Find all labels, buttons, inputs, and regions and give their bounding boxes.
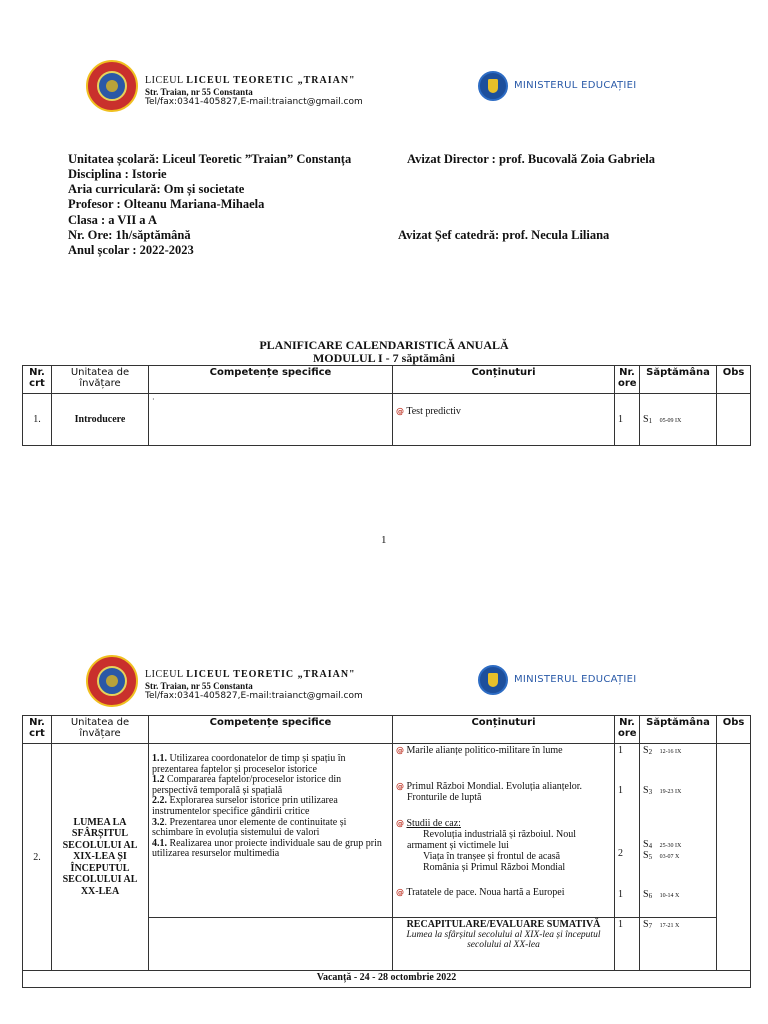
content-item: Fronturile de luptă bbox=[407, 792, 482, 803]
week-value: S6 10-14 X bbox=[643, 889, 680, 900]
row-contents bbox=[393, 744, 615, 918]
hours-value: 1 bbox=[618, 745, 623, 756]
info-area: Aria curriculară: Om și societate bbox=[68, 182, 245, 196]
ministry-name: MINISTERUL EDUCAȚIEI bbox=[514, 674, 637, 685]
row-hours: 1 bbox=[615, 394, 640, 446]
content-item: @ Studii de caz: bbox=[396, 818, 461, 829]
hours-value: 2 bbox=[618, 848, 623, 859]
competence-item: 3.2. Prezentarea unor elemente de continuitate și schimbare în evoluția sistemului de valori bbox=[152, 816, 347, 839]
bullet-at-icon: @ bbox=[396, 782, 404, 791]
row-number: 2. bbox=[23, 744, 52, 971]
col-nr-header: Nr. crt bbox=[23, 366, 52, 394]
review-subtitle: Lumea la sfârșitul secolului al XIX-lea și începutul secolului al XX-lea bbox=[406, 930, 601, 950]
competence-item: 4.1. Realizarea unor proiecte individuale sau de grup prin utilizarea resurselor multimedia bbox=[152, 837, 382, 860]
col-hours-header: Nr. ore bbox=[615, 716, 640, 744]
week-value: S4 25-30 IX bbox=[643, 839, 682, 850]
col-contents-header: Conținuturi bbox=[393, 716, 615, 744]
row-number: 1. bbox=[23, 394, 52, 446]
col-competences-header: Competențe specifice bbox=[149, 366, 393, 394]
vacation-row bbox=[23, 971, 751, 988]
row-hours bbox=[615, 744, 640, 918]
content-item: @ Primul Război Mondial. Evoluția alianțelor. bbox=[396, 781, 583, 792]
content-item: Viața în tranșee și frontul de acasă bbox=[423, 851, 561, 862]
col-obs-header: Obs bbox=[717, 366, 751, 394]
col-nr-header: Nr. crt bbox=[23, 716, 52, 744]
bullet-at-icon: @ bbox=[396, 888, 404, 897]
bullet-at-icon: @ bbox=[396, 746, 404, 755]
row-week bbox=[640, 744, 717, 918]
col-competences-header: Competențe specifice bbox=[149, 716, 393, 744]
hours-value: 1 bbox=[618, 785, 623, 796]
competence-item: 2.2. Explorarea surselor istorice prin utilizarea instrumentelor specifice gândirii critice bbox=[152, 795, 338, 817]
school-seal-icon bbox=[86, 60, 138, 112]
content-item: @ Tratatele de pace. Noua hartă a Europei bbox=[396, 887, 565, 898]
info-head: Avizat Șef catedră: prof. Necula Liliana bbox=[398, 228, 610, 242]
col-week-header: Săptămâna bbox=[640, 366, 717, 394]
planning-table-1 bbox=[22, 365, 751, 446]
row-obs bbox=[717, 394, 751, 446]
school-name: LICEUL LICEUL TEORETIC „TRAIAN" bbox=[145, 669, 356, 680]
competence-item: 1.1. Utilizarea coordonatelor de timp și spațiu în prezentarea faptelor și proceselor istorice bbox=[152, 753, 346, 775]
review-title: RECAPITULARE/EVALUARE SUMATIVĂ bbox=[406, 919, 601, 930]
info-unit: Unitatea școlară: Liceul Teoretic ”Traian” Constanța bbox=[68, 152, 352, 166]
col-obs-header: Obs bbox=[717, 716, 751, 744]
unit-title: LUMEA LA SFÂRȘITUL SECOLULUI AL XIX-LEA ȘI ÎNCEPUTUL SECOLULUI AL XX-LEA bbox=[62, 816, 138, 897]
school-address: Str. Traian, nr 55 Constanta bbox=[145, 87, 253, 97]
week-value: S3 19-23 IX bbox=[643, 785, 682, 796]
school-name: LICEUL LICEUL TEORETIC „TRAIAN" bbox=[145, 75, 356, 86]
row-unit bbox=[52, 744, 149, 971]
row-week: S1 05-09 IX bbox=[640, 394, 717, 446]
ministry-emblem-icon bbox=[478, 71, 508, 101]
info-director: Avizat Director : prof. Bucovală Zoia Gabriela bbox=[407, 152, 655, 166]
info-class: Clasa : a VII a A bbox=[68, 213, 158, 227]
table-header-row bbox=[23, 716, 751, 744]
module-title: MODULUL I - 7 săptămâni bbox=[312, 351, 455, 365]
col-week-header: Săptămâna bbox=[640, 716, 717, 744]
row-competences bbox=[149, 744, 393, 918]
col-unit-header: Unitatea de învățare bbox=[52, 366, 149, 394]
info-teacher: Profesor : Olteanu Mariana-Mihaela bbox=[68, 197, 265, 211]
page-number: 1 bbox=[381, 534, 387, 546]
info-year: Anul școlar : 2022-2023 bbox=[68, 243, 194, 257]
review-hours: 1 bbox=[615, 918, 640, 971]
content-item: @ Marile alianțe politico-militare în lume bbox=[396, 745, 563, 756]
hours-value: 1 bbox=[618, 889, 623, 900]
review-week: S7 17-21 X bbox=[640, 918, 717, 971]
review-competences bbox=[149, 918, 393, 971]
page-title: PLANIFICARE CALENDARISTICĂ ANUALĂ bbox=[259, 338, 509, 352]
row-competences: · bbox=[149, 394, 393, 446]
col-contents-header: Conținuturi bbox=[393, 366, 615, 394]
ministry-name: MINISTERUL EDUCAȚIEI bbox=[514, 80, 637, 91]
competence-item: 1.2 Compararea faptelor/proceselor istorice din perspectivă temporală și spațială bbox=[152, 774, 342, 796]
info-discipline: Disciplina : Istorie bbox=[68, 167, 167, 181]
row-unit: Introducere bbox=[52, 394, 149, 446]
content-item: armament și victimele lui bbox=[407, 840, 509, 851]
school-contact: Tel/fax:0341-405827,E-mail:traianct@gmail.com bbox=[145, 97, 363, 107]
school-seal-icon bbox=[86, 655, 138, 707]
table-header-row bbox=[23, 366, 751, 394]
content-item: Revoluția industrială și războiul. Noul bbox=[423, 829, 577, 840]
row-contents: @ Test predictiv bbox=[393, 394, 615, 446]
col-hours-header: Nr. ore bbox=[615, 366, 640, 394]
school-contact: Tel/fax:0341-405827,E-mail:traianct@gmail.com bbox=[145, 691, 363, 701]
content-item: România și Primul Război Mondial bbox=[423, 862, 566, 873]
bullet-at-icon: @ bbox=[396, 407, 404, 416]
week-value: S5 03-07 X bbox=[643, 850, 680, 861]
info-hours: Nr. Ore: 1h/săptămână bbox=[68, 228, 191, 242]
row-obs bbox=[717, 744, 751, 971]
review-content bbox=[393, 918, 615, 971]
vacation-label: Vacanță - 24 - 28 octombrie 2022 bbox=[23, 971, 751, 988]
table-row bbox=[23, 394, 751, 446]
table-row bbox=[23, 744, 751, 918]
school-address: Str. Traian, nr 55 Constanta bbox=[145, 681, 253, 691]
col-unit-header: Unitatea de învățare bbox=[52, 716, 149, 744]
planning-table-2 bbox=[22, 715, 751, 988]
bullet-at-icon: @ bbox=[396, 819, 404, 828]
ministry-emblem-icon bbox=[478, 665, 508, 695]
week-value: S2 12-16 IX bbox=[643, 745, 682, 756]
